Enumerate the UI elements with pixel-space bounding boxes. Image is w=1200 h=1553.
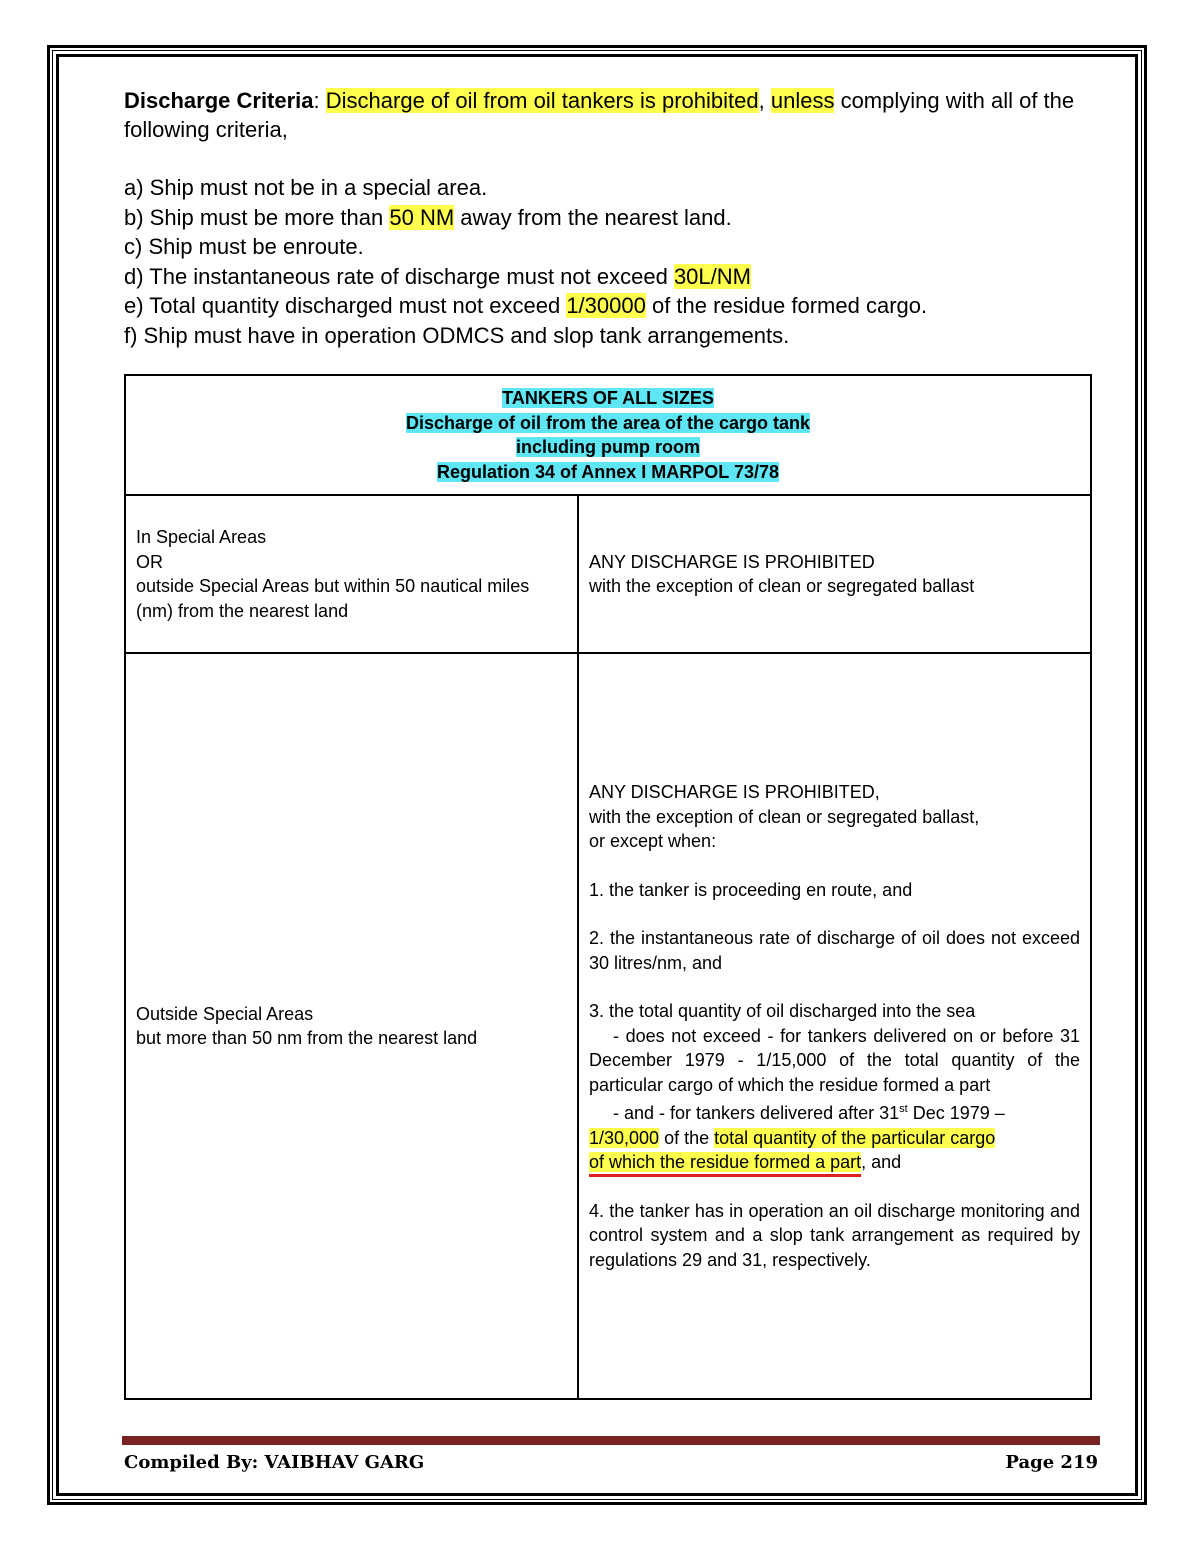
row1-left-cell: In Special Areas OR outside Special Areas but within 50 nautical miles (nm) from the nearest land — [125, 495, 578, 653]
condition-4: 4. the tanker has in operation an oil discharge monitoring and control system and a slop tank arrangement as required by regulations 29 and 31, respectively. — [589, 1200, 1080, 1270]
intro-highlight-unless: unless — [770, 88, 835, 113]
criteria-item-e: e) Total quantity discharged must not exceed 1/30000 of the residue formed cargo. — [124, 293, 928, 318]
header-line-3: including pump room — [516, 437, 700, 457]
condition-1: 1. the tanker is proceeding en route, and — [589, 879, 913, 900]
highlight-1-30000-ratio: 1/30,000 — [589, 1127, 660, 1148]
page-content — [124, 86, 1098, 350]
table-row — [125, 653, 1091, 1399]
page-footer — [124, 1452, 1098, 1473]
footer-page-number: Page 219 — [1005, 1452, 1098, 1473]
row1-right-cell: ANY DISCHARGE IS PROHIBITED with the exception of clean or segregated ballast — [578, 495, 1091, 653]
table-row — [125, 495, 1091, 653]
highlight-1-30000: 1/30000 — [566, 293, 646, 318]
regulation-table — [124, 374, 1092, 1400]
criteria-list — [124, 173, 1098, 350]
footer-divider — [122, 1436, 1100, 1445]
highlight-50nm: 50 NM — [389, 204, 455, 230]
table-header-row — [125, 375, 1091, 495]
condition-2: 2. the instantaneous rate of discharge of oil does not exceed 30 litres/nm, and — [589, 928, 1080, 973]
highlight-30l-nm: 30L/NM — [673, 263, 751, 289]
row2-right-cell: ANY DISCHARGE IS PROHIBITED, with the exception of clean or segregated ballast, or except when: 1. the tanker is proceeding en route, and 2. the instantaneous rate of discharge of oil does not exceed 30 litres/nm, and 3. the total quantity of oil discharged into the sea - does not exceed - for tankers delivered on or before 31 December 1979 - 1/15,000 of the total quantity of the particular cargo of which the residue formed a part - and - for tankers delivered after 31st Dec 1979 – 1/30,000 of the total quantity of the particular cargo of which the residue formed a part, and 4. the tanker has in operation an oil discharge monitoring and control system and a slop tank arrangement as required by regulations 29 and 31, respectively. — [578, 653, 1091, 1399]
intro-paragraph: Discharge Criteria: Discharge of oil from oil tankers is prohibited, unless complying with all of the following criteria, — [124, 88, 1075, 142]
criteria-item-c: c) Ship must be enroute. — [124, 234, 364, 259]
criteria-item-a: a) Ship must not be in a special area. — [124, 175, 488, 200]
criteria-item-b: b) Ship must be more than 50 NM away from the nearest land. — [124, 204, 732, 230]
criteria-item-f: f) Ship must have in operation ODMCS and slop tank arrangements. — [124, 322, 790, 348]
header-line-2: Discharge of oil from the area of the cargo tank — [405, 412, 811, 433]
header-line-4: Regulation 34 of Annex I MARPOL 73/78 — [436, 461, 780, 482]
intro-highlight-prohibited: Discharge of oil from oil tankers is prohibited — [325, 88, 759, 113]
row2-left-cell: Outside Special Areas but more than 50 nm from the nearest land — [125, 653, 578, 1399]
highlight-total-quantity: total quantity of the particular cargo — [714, 1127, 996, 1148]
criteria-item-d: d) The instantaneous rate of discharge must not exceed 30L/NM — [124, 263, 751, 289]
underlined-residue-text: of which the residue formed a part — [589, 1152, 862, 1172]
header-line-1: TANKERS OF ALL SIZES — [502, 388, 714, 408]
condition-3: 3. the total quantity of oil discharged into the sea - does not exceed - for tankers delivered on or before 31 December 1979 - 1/15,000 of the total quantity of the particular cargo of which the residue formed a part - and - for tankers delivered after 31st Dec 1979 – 1/30,000 of the total quantity of the particular cargo of which the residue formed a part, and — [589, 1001, 1080, 1172]
table-header-cell — [125, 375, 1091, 495]
intro-label: Discharge Criteria — [124, 88, 314, 113]
footer-author: Compiled By: VAIBHAV GARG — [124, 1452, 425, 1473]
